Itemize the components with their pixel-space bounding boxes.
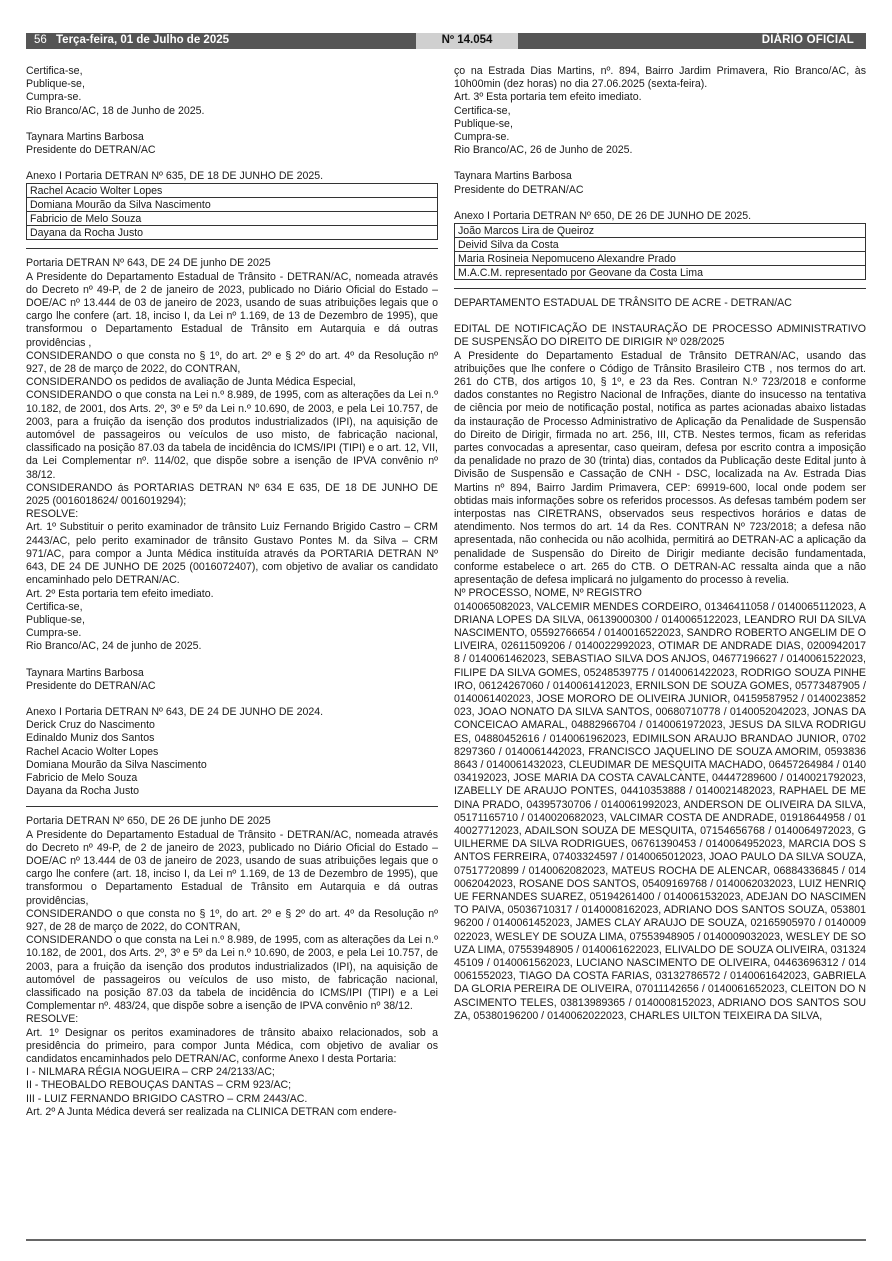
paragraph: RESOLVE: <box>26 508 79 521</box>
department-heading: DEPARTAMENTO ESTADUAL DE TRÂNSITO DE ACRE - DETRAN/AC <box>454 297 792 310</box>
table-cell: Deivid Silva da Costa <box>455 238 866 252</box>
list-item: Domiana Mourão da Silva Nascimento <box>26 758 207 771</box>
text-line: Rio Branco/AC, 26 de Junho de 2025. <box>454 144 633 157</box>
signer-role: Presidente do DETRAN/AC <box>454 183 584 196</box>
annex-title: Anexo I Portaria DETRAN Nº 635, DE 18 DE JUNHO DE 2025. <box>26 170 324 183</box>
portaria-title: Portaria DETRAN Nº 650, DE 26 DE junho DE 2025 <box>26 815 271 828</box>
paragraph: ço na Estrada Dias Martins, nº. 894, Bairro Jardim Primavera, Rio Branco/AC, às 10h00min (dez horas) no dia 27.06.2025 (sexta-feira). <box>454 65 866 91</box>
table-cell: Maria Rosineia Nepomuceno Alexandre Prado <box>455 252 866 266</box>
signer-role: Presidente do DETRAN/AC <box>26 679 156 692</box>
text-line: Publique-se, <box>26 613 85 626</box>
text-line: Publique-se, <box>26 78 85 91</box>
paragraph: RESOLVE: <box>26 1013 79 1026</box>
paragraph: Art. 1º Substituir o perito examinador de trânsito Luiz Fernando Brigido Castro – CRM 2443/AC, pelo perito examinador de trânsito Gustavo Pontes M. da Silva – CRM 971/AC, para compor a Junta Médica instituída através da PORTARIA DETRAN Nº 643, DE 24 DE JUNHO DE 2025 (0016072407), com objetivo de avaliar os candidato encaminhado pelo DETRAN/AC. <box>26 521 438 587</box>
table-cell: Rachel Acacio Wolter Lopes <box>27 184 438 198</box>
left-column <box>26 65 438 1119</box>
paragraph: CONSIDERANDO os pedidos de avaliação de Junta Médica Especial, <box>26 376 356 389</box>
annex-title: Anexo I Portaria DETRAN Nº 643, DE 24 DE JUNHO DE 2024. <box>26 705 324 718</box>
text-line: Certifica-se, <box>26 600 83 613</box>
paragraph: CONSIDERANDO o que consta na Lei n.º 8.989, de 1995, com as alterações da Lei n.º 10.182, de 2001, dos Arts. 2º, 3º e 5º da Lei n.º 10.690, de 2003, e pela Lei 10.757, de 2003, para a fruição da isenção dos produtos industrializados (IPI), na aquisição de automóvel de passageiros ou veículos de uso misto, de fabricação nacional, classificado na posição 87.03 da tabela de incidência do ICMS/IPI (TIPI) e o art. 12, VII, da Lei Complementar nº. 114/02, que dispõe sobre a isenção de IPVA convênio nº 38/12. <box>26 389 438 481</box>
bottom-divider <box>26 1239 866 1241</box>
table-cell: Domiana Mourão da Silva Nascimento <box>27 198 438 212</box>
annex-650-table <box>454 223 866 280</box>
table-cell: João Marcos Lira de Queiroz <box>455 224 866 238</box>
paragraph: CONSIDERANDO ás PORTARIAS DETRAN Nº 634 E 635, DE 18 DE JUNHO DE 2025 (0016018624/ 0016019294); <box>26 481 438 508</box>
list-header: Nº PROCESSO, NOME, Nº REGISTRO <box>454 587 642 600</box>
edital-title: EDITAL DE NOTIFICAÇÃO DE INSTAURAÇÃO DE PROCESSO ADMINISTRATIVO DE SUSPENSÃO DO DIREITO DE DIRIGIR Nº 028/2025 <box>454 323 866 349</box>
list-item: Derick Cruz do Nascimento <box>26 719 155 732</box>
publication-title: DIÁRIO OFICIAL <box>761 34 854 46</box>
table-cell: Dayana da Rocha Justo <box>27 226 438 240</box>
right-column <box>454 65 866 1023</box>
signer-name: Taynara Martins Barbosa <box>26 666 144 679</box>
paragraph: Art. 3º Esta portaria tem efeito imediato. <box>454 91 642 104</box>
text-line: Cumpra-se. <box>26 627 82 640</box>
paragraph: CONSIDERANDO o que consta no § 1º, do art. 2º e § 2º do art. 4º da Resolução nº 927, de 28 de março de 2022, do CONTRAN, <box>26 349 438 376</box>
text-line: Rio Branco/AC, 24 de junho de 2025. <box>26 640 202 653</box>
edition-number: Nº 14.054 <box>416 33 518 49</box>
paragraph: Art. 2º A Junta Médica deverá ser realizada na CLINICA DETRAN com endere- <box>26 1105 397 1118</box>
section-divider <box>26 248 438 249</box>
list-item: Fabricio de Melo Souza <box>26 771 138 784</box>
table-cell: M.A.C.M. representado por Geovane da Costa Lima <box>455 266 866 280</box>
list-item: Edinaldo Muniz dos Santos <box>26 732 155 745</box>
page-number: 56 <box>34 34 47 46</box>
list-item: III - LUIZ FERNANDO BRIGIDO CASTRO – CRM 2443/AC. <box>26 1092 308 1105</box>
list-item: Dayana da Rocha Justo <box>26 785 140 798</box>
text-line: Cumpra-se. <box>454 131 510 144</box>
text-line: Cumpra-se. <box>26 91 82 104</box>
text-line: Rio Branco/AC, 18 de Junho de 2025. <box>26 104 205 117</box>
table-cell: Fabricio de Melo Souza <box>27 212 438 226</box>
paragraph: CONSIDERANDO o que consta no § 1º, do art. 2º e § 2º do art. 4º da Resolução nº 927, de 28 de março de 2022, do CONTRAN, <box>26 907 438 933</box>
header-date: Terça-feira, 01 de Julho de 2025 <box>56 34 230 46</box>
paragraph: A Presidente do Departamento Estadual de Trânsito - DETRAN/AC, nomeada através do Decreto nº 49-P, de 2 de janeiro de 2023, publicado no Diário Oficial do Estado – DOE/AC nº 13.444 de 03 de janeiro de 2023, usando de suas atribuições legais que o cargo lhe confere (art. 18, inciso I, da Lei nº 1.169, de 13 de Dezembro de 1995), que transformou o Departamento Estadual de Trânsito em Autarquia e dá outras providências , <box>26 270 438 349</box>
section-divider <box>454 288 866 289</box>
paragraph: Art. 2º Esta portaria tem efeito imediato. <box>26 587 214 600</box>
annex-title: Anexo I Portaria DETRAN Nº 650, DE 26 DE JUNHO DE 2025. <box>454 209 752 222</box>
list-item: I - NILMARA RÉGIA NOGUEIRA – CRP 24/2133/AC; <box>26 1066 275 1079</box>
portaria-title: Portaria DETRAN Nº 643, DE 24 DE junho DE 2025 <box>26 257 271 270</box>
list-item: Rachel Acacio Wolter Lopes <box>26 745 159 758</box>
paragraph: A Presidente do Departamento Estadual de Trânsito DETRAN/AC, usando das atribuições que lhe confere o Código de Trânsito Brasileiro CTB , nos termos do art. 261 do CTB, dos artigos 10, § 1º, e 23 da Res. Contran N.º 723/2018 e conforme dados constantes no Registro Nacional de Infrações, diante do insucesso na tentativa de ciência por meio de notificação postal, notifica as partes acionadas abaixo listadas da instauração de Processo Administrativo de Aplicação da Penalidade de Suspensão do Direito de Dirigir, firmada no art. 256, III, CTB. Nestes termos, ficam as referidas partes convocadas a apresentar, caso queiram, defesa por escrito contra a imposição da penalidade no prazo de 30 (trinta) dias, contados da Publicação deste Edital junto à Divisão de Suspensão e Cassação de CNH - DSC, localizada na Av. Estrada Dias Martins nº 894, Bairro Jardim Primavera, CEP: 69919-600, local onde podem ser obtidas mais informações sobre os referidos processos. As defesas também podem ser interpostas nas CIRETRANS, observados seus respectivos horários e datas de atendimento. Nos termos do art. 14 da Res. CONTRAN Nº 723/2018; a defesa não apresentada, não conhecida ou não acolhida, permitirá ao DETRAN-AC a aplicação da penalidade de Suspensão do Direito de Dirigir mediante decisão fundamentada, conforme estabelece o art. 265 do CTB. O DETRAN-AC ressalta ainda que a não apresentação de defesa implicará no julgamento do processo à revelia. <box>454 349 866 587</box>
page-header <box>26 33 866 49</box>
paragraph: Art. 1º Designar os peritos examinadores de trânsito abaixo relacionados, sob a presidência do primeiro, para compor Junta Médica, com objetivo de avaliar os candidatos encaminhados pelo DETRAN/AC, conforme Anexo I desta Portaria: <box>26 1026 438 1065</box>
signer-name: Taynara Martins Barbosa <box>454 170 572 183</box>
text-line: Certifica-se, <box>26 65 83 77</box>
paragraph: CONSIDERANDO o que consta na Lei n.º 8.989, de 1995, com as alterações da Lei n.º 10.182, de 2001, dos Arts. 2º, 3º e 5º da Lei n.º 10.690, de 2003, e pela Lei 10.757, de 2003, para a fruição da isenção dos produtos industrializados (IPI), na aquisição de automóvel de passageiros ou veículos de uso misto, de fabricação nacional, classificado na posição 87.03 da tabela de incidência do ICMS/IPI (TIPI) e a Lei Complementar nº. 483/24, que dispõe sobre a isenção de IPVA convênio nº 38/12. <box>26 934 438 1013</box>
list-item: II - THEOBALDO REBOUÇAS DANTAS – CRM 923/AC; <box>26 1079 292 1092</box>
annex-635-table <box>26 183 438 240</box>
signer-name: Taynara Martins Barbosa <box>26 130 144 143</box>
signer-role: Presidente do DETRAN/AC <box>26 144 156 157</box>
paragraph: A Presidente do Departamento Estadual de Trânsito - DETRAN/AC, nomeada através do Decreto nº 49-P, de 2 de janeiro de 2023, publicado no Diário Oficial do Estado – DOE/AC nº 13.444 de 03 de janeiro de 2023, usando de suas atribuições legais que o cargo lhe confere (art. 18, inciso I, da Lei nº 1.169, de 13 de Dezembro de 1995), que transformou o Departamento Estadual de Trânsito em Autarquia e dá outras providências, <box>26 828 438 907</box>
process-list: 0140065082023, VALCEMIR MENDES CORDEIRO, 01346411058 / 0140065112023, ADRIANA LOPES DA SILVA, 06139000300 / 0140065122023, LEANDRO RUI DA SILVA NASCIMENTO, 05592766654 / 0140016522023, SANDRO ROBERTO ANGELIM DE OLIVEIRA, 02611509206 / 0140022992023, OTIMAR DE ANDRADE DIAS, 02009420178 / 0140061462023, SEBASTIAO SILVA DOS ANJOS, 04677196627 / 0140061522023, FILIPE DA SILVA GOMES, 05248539775 / 0140061422023, RODRIGO SOUZA PINHEIRO, 06124267060 / 0140061412023, ERNILSON DE SOUZA GOMES, 05773487905 / 0140061402023, JOSE MORORO DE OLIVEIRA JUNIOR, 04159587952 / 0140023852023, JOAO NONATO DA SILVA SANTOS, 00680710778 / 0140052042023, JONAS DA CONCEICAO AMARAL, 04882966704 / 0140061972023, JESUS DA SILVA RODRIGUES, 04880452616 / 0140061962023, EDIMILSON ARAUJO BRANDAO JUNIOR, 07028297360 / 0140061442023, FRANCISCO JAQUELINO DE SOUZA AMORIM, 05938368643 / 0140061432023, CLEUDIMAR DE MESQUITA MACHADO, 06457264984 / 0140034192023, JOSE MARIA DA COSTA CAVALCANTE, 04447289600 / 0140021792023, IZABELLY DE ARAUJO PONTES, 04410353888 / 0140021482023, RAPHAEL DE MEDINA PRADO, 04395730706 / 0140061992023, ANDERSON DE OLIVEIRA DA SILVA, 05171165710 / 0140020682023, VALCIMAR COSTA DE ANDRADE, 01918644958 / 0140027712023, ADAILSON SOUZA DE MESQUITA, 07154656768 / 0140064972023, GUILHERME DA SILVA RODRIGUES, 06761390453 / 0140064952023, MARCIA DOS SANTOS FERREIRA, 07403324597 / 0140065012023, JOAO PAULO DA SILVA SOUZA, 07517720899 / 0140062082023, MATEUS ROCHA DE ALENCAR, 06884336845 / 0140062042023, ROSANE DOS SANTOS, 05409169768 / 0140062032023, LUIZ HENRIQUE FERNANDES SUAREZ, 05194261400 / 0140061532023, ADEJAN DO NASCIMENTO PAIVA, 05036710317 / 0140008162023, ADRIANO DOS SANTOS SOUZA, 05380196200 / 0140061452023, JAMES CLAY ARAUJO DE SOUZA, 02165905970 / 0140009022023, WESLEY DE SOUZA LIMA, 07553948905 / 0140009032023, WESLEY DE SOUZA LIMA, 07553948905 / 0140061622023, ELIVALDO DE SOUZA OLIVEIRA, 03132445109 / 0140061562023, LUCIANO NASCIMENTO DE OLIVEIRA, 04463696312 / 0140061552023, TIAGO DA COSTA FARIAS, 03132786572 / 0140061642023, GABRIELA DA GLORIA PEREIRA DE OLIVEIRA, 07011142656 / 0140061652023, CLEITON DO NASCIMENTO TELES, 03813989365 / 0140008152023, ADRIANO DOS SANTOS SOUZA, 05380196200 / 0140062022023, CHARLES UILTON TEIXEIRA DA SILVA, <box>454 600 867 1022</box>
text-line: Publique-se, <box>454 117 513 130</box>
section-divider <box>26 806 438 807</box>
text-line: Certifica-se, <box>454 104 511 117</box>
